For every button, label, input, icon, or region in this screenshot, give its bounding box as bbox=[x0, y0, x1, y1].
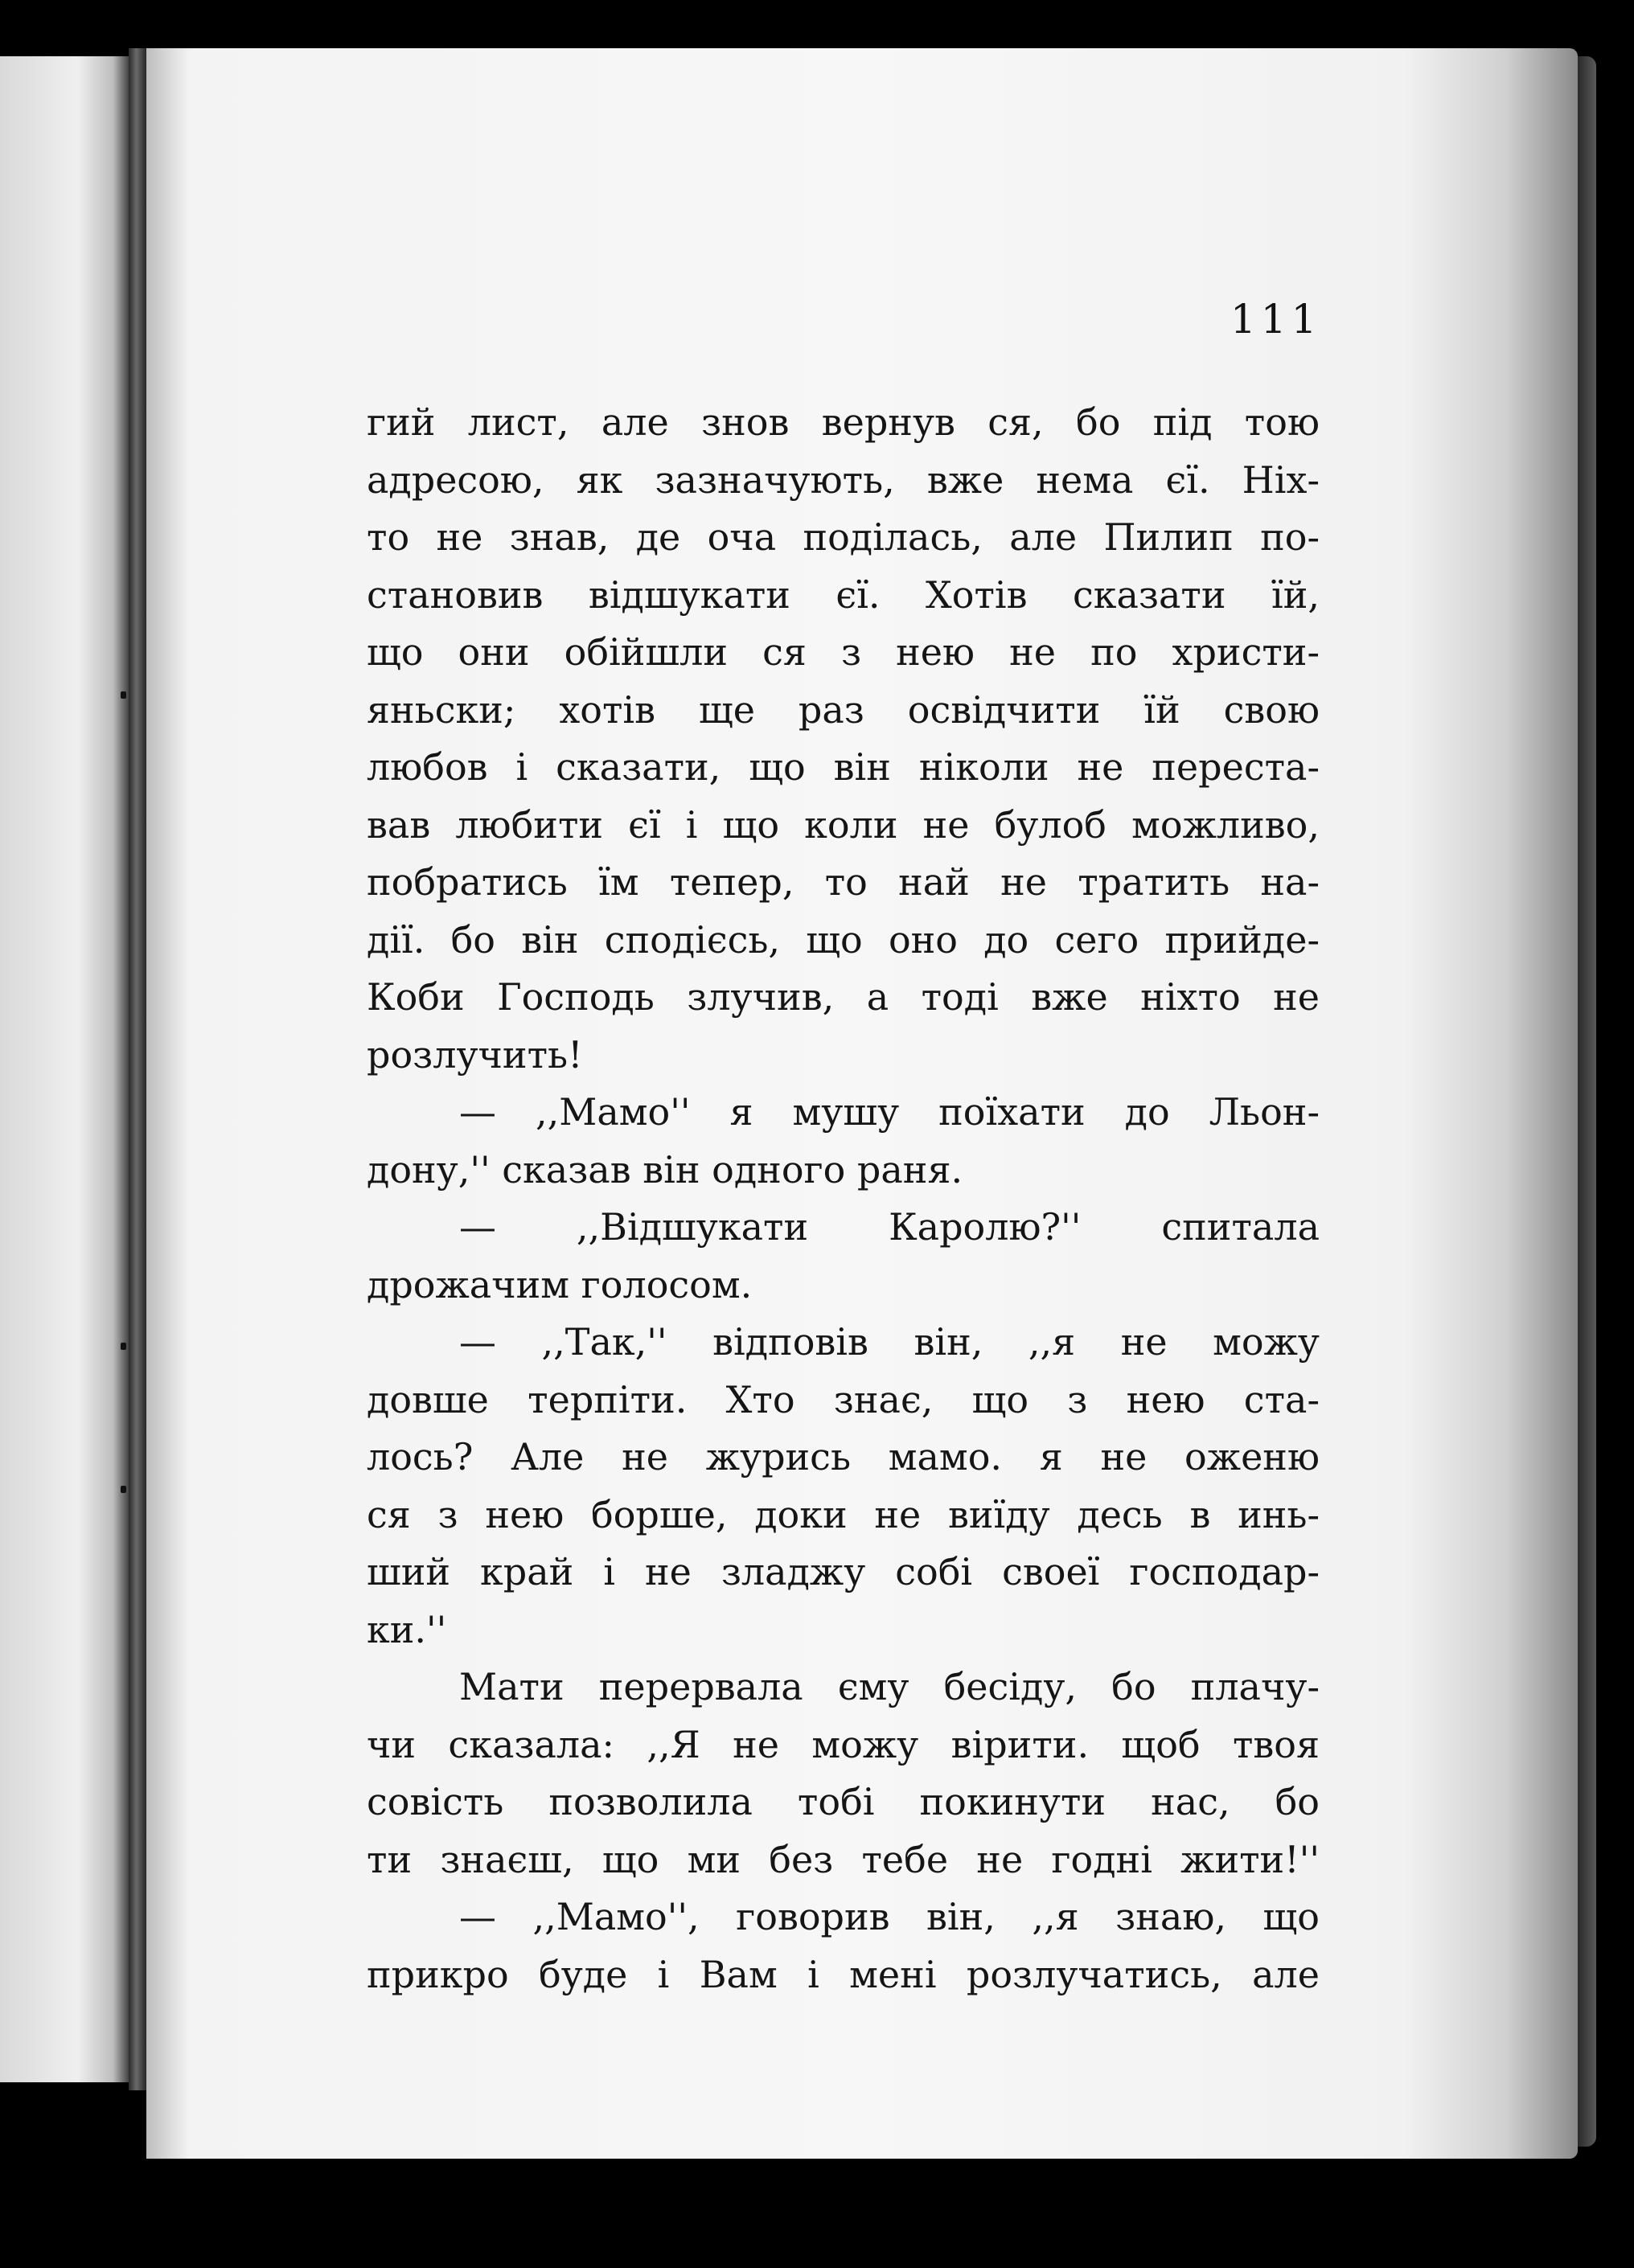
previous-page-edge bbox=[0, 56, 129, 2082]
text-line: Коби Господь злучив, а тоді вже ніхто не bbox=[367, 975, 1320, 1019]
margin-mark bbox=[121, 691, 126, 699]
text-line: адресою, як зазначують, вже нема єї. Ніх- bbox=[367, 457, 1320, 502]
text-line: прикро буде і Вам і мені розлучатись, але bbox=[367, 1952, 1320, 1996]
text-line: побратись їм тепер, то най не тратить на- bbox=[367, 860, 1320, 904]
text-line: чи сказала: ,,Я не можу вірити. щоб твоя bbox=[367, 1722, 1320, 1766]
text-line: — ,,Відшукати Каролю?'' спитала bbox=[459, 1205, 1320, 1249]
page-number: 111 bbox=[1230, 296, 1322, 342]
text-line: ший край і не зладжу собі своеї господар- bbox=[367, 1550, 1320, 1593]
text-line: довше терпіти. Хто знає, що з нею ста- bbox=[367, 1377, 1320, 1421]
text-line: Мати перервала єму бесіду, бо плачу- bbox=[459, 1665, 1320, 1708]
text-line: то не знав, де оча поділась, але Пилип по- bbox=[367, 515, 1320, 559]
text-line: дону,'' сказав він одного раня. bbox=[367, 1147, 963, 1191]
text-line: дрожачим голосом. bbox=[367, 1262, 753, 1306]
text-line: совість позволила тобі покинути нас, бо bbox=[367, 1780, 1320, 1823]
text-line: — ,,Так,'' відповів він, ,,я не можу bbox=[459, 1320, 1320, 1364]
book-gutter bbox=[129, 48, 148, 2090]
text-line: — ,,Мамо'', говорив він, ,,я знаю, що bbox=[459, 1895, 1320, 1938]
text-line: ки.'' bbox=[367, 1607, 447, 1651]
text-line: гий лист, але знов вернув ся, бо під тою bbox=[367, 400, 1320, 444]
text-line: яньски; хотів ще раз освідчити їй свою bbox=[367, 687, 1320, 732]
margin-mark bbox=[121, 1343, 126, 1350]
page-body-text bbox=[367, 394, 1320, 2003]
margin-mark bbox=[121, 1486, 126, 1493]
text-line: дії. бо він сподієсь, що оно до сего прийде- bbox=[367, 917, 1320, 962]
text-line: — ,,Мамо'' я мушу поїхати до Льон- bbox=[459, 1090, 1320, 1134]
text-line: лось? Але не журись мамо. я не оженю bbox=[367, 1435, 1320, 1479]
text-line: розлучить! bbox=[367, 1032, 583, 1077]
text-line: ся з нею борше, доки не виїду десь в инь- bbox=[367, 1492, 1320, 1536]
text-line: любов і сказати, що він ніколи не переста- bbox=[367, 745, 1320, 789]
text-line: що они обійшли ся з нею не по христи- bbox=[367, 630, 1320, 674]
text-line: ти знаєш, що ми без тебе не годні жити!'' bbox=[367, 1837, 1320, 1881]
text-line: становив відшукати єї. Хотів сказати їй, bbox=[367, 572, 1320, 617]
text-line: вав любити єї і що коли не булоб можливо, bbox=[367, 802, 1320, 847]
